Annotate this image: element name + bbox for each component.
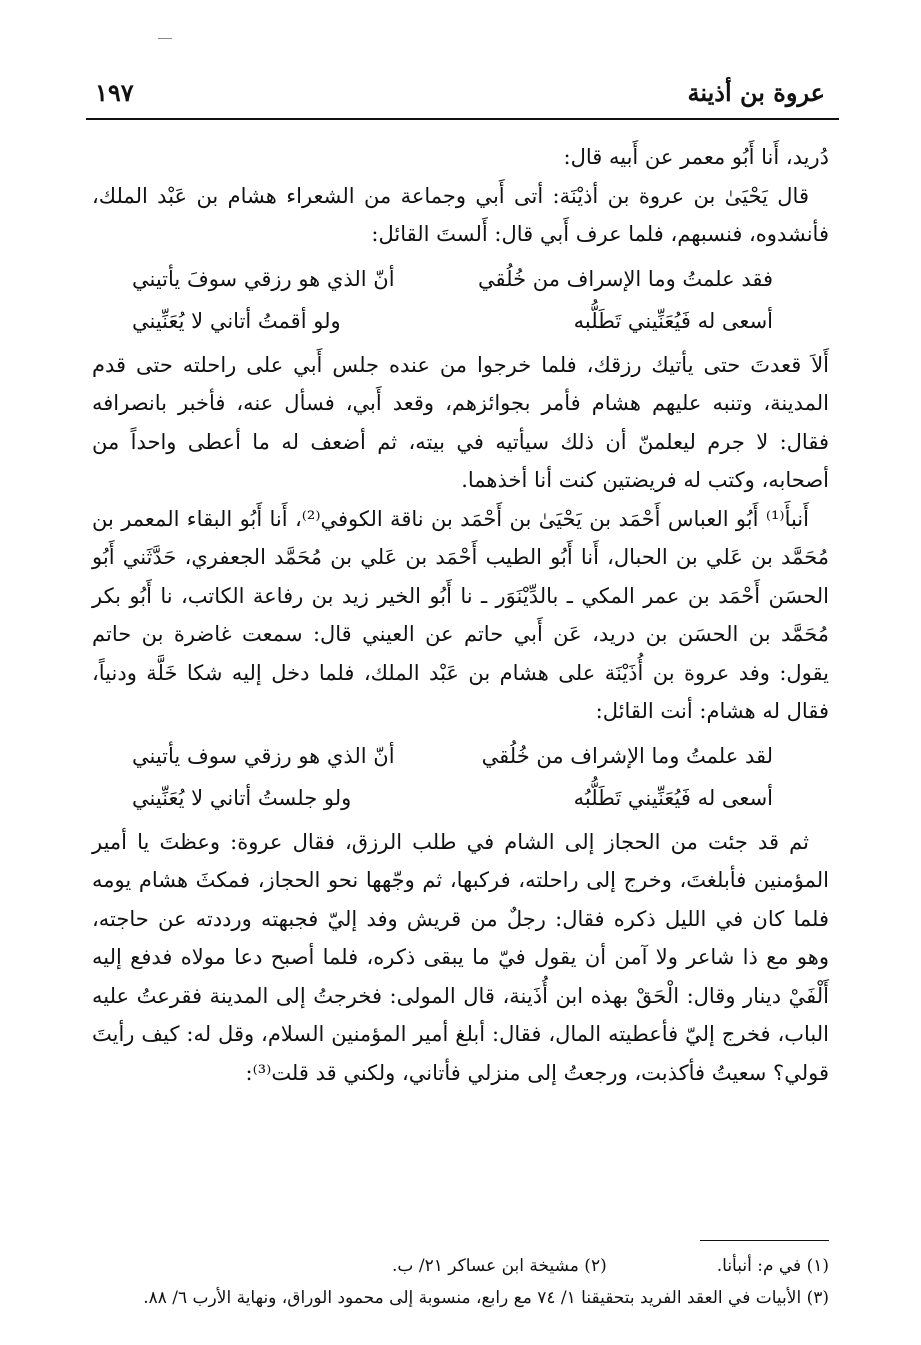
verse-line — [132, 777, 773, 819]
paragraph: قال يَحْيَىٰ بن عروة بن أذيْنَة: أتى أَبي وجماعة من الشعراء هشام بن عَبْد الملك، فأنشدوه، فنسبهم، فلما عرف أَبي قال: أَلستَ القائل: — [92, 183, 829, 246]
verse-first-hemistich: لقد علمتُ وما الإشراف من خُلُقي — [481, 743, 773, 768]
verse-second-hemistich: أنّ الذي هو رزقي سوف يأتيني — [132, 743, 395, 768]
paragraph: أَلاَ قعدتَ حتى يأتيك رزقك، فلما خرجوا من عنده جلس أَبي على راحلته حتى قدم المدينة، وتنبه عليهم هشام فأمر بجوائزهم، وقعد أَبي، فسأل عنه، فأخبر بانصرافه فقال: لا جرم ليعلمنّ أن ذلك سيأتيه في بيته، ثم أضعف له ما أعطى واحداً من أصحابه، وكتب له فريضتين كنت أنا أخذهما. — [92, 352, 829, 492]
main-text — [92, 138, 829, 1092]
verse-line — [132, 258, 773, 300]
paragraph: ثم قد جئت من الحجاز إلى الشام في طلب الرزق، فقال عروة: وعظتَ يا أمير المؤمنين فأبلغتَ، وخرج إلى راحلته، فركبها، ثم وجّهها نحو الحجاز، فمكثَ هشام يومه فلما كان في الليل ذكره فقال: رجلٌ من قريش وفد إليّ فجبهته ورددته عن حاجته، وهو مع ذا شاعر ولا آمن أن يقول فيّ ما يبقى ذكره، فلما أصبح دعا مولاه فدفع إليه أَلْفَيْ دينار وقال: الْحَقْ بهذه ابن أُذَينة، قال المولى: فخرجتُ إلى المدينة فقرعتُ عليه الباب، فخرج إليّ فأعطيته المال، فقال: أبلغ أمير المؤمنين السلام، وقل له: كيف رأيتَ قولي؟ سعيتُ فأكذبت، ورجعتُ إلى منزلي فأتاني، ولكني قد قلت⁽³⁾: — [92, 829, 829, 1085]
verse-first-hemistich: أسعى له فَيُعَنِّيني تَطَلُّبُه — [573, 785, 773, 810]
verse-line — [132, 300, 773, 342]
verse-line — [132, 735, 773, 777]
footnote-row — [92, 1282, 829, 1314]
page-number: ١٩٧ — [95, 78, 134, 107]
verse-first-hemistich: أسعى له فَيُعَنِّيني تَطَلُّبه — [573, 308, 773, 333]
running-header-title: عروة بن أذينة — [687, 78, 825, 107]
poem-block — [132, 735, 773, 819]
footnote-3: (٣) الأبيات في العقد الفريد بتحقيقنا ١/ ٧٤ مع رابع، منسوبة إلى محمود الوراق، ونهاية الأرب ٦/ ٨٨. — [143, 1288, 829, 1308]
scan-mark — [158, 38, 172, 39]
verse-first-hemistich: فقد علمتُ وما الإسراف من خُلُقي — [478, 266, 773, 291]
footnote-row — [92, 1250, 829, 1282]
footnote-rule — [700, 1240, 829, 1241]
footnotes — [92, 1250, 829, 1314]
verse-second-hemistich: أنّ الذي هو رزقي سوفَ يأتيني — [132, 266, 395, 291]
footnote-1: (١) في م: أنبأنا. — [716, 1256, 829, 1276]
header-rule — [86, 118, 839, 120]
paragraph: دُريد، أَنا أَبُو معمر عن أَبيه قال: — [563, 145, 829, 169]
footnote-2: (٢) مشيخة ابن عساكر ٢١/ ب. — [392, 1256, 607, 1276]
verse-second-hemistich: ولو جلستُ أتاني لا يُعَنِّيني — [132, 785, 352, 810]
paragraph: أَنبأَ⁽¹⁾ أَبُو العباس أَحْمَد بن يَحْيَىٰ بن أَحْمَد بن ناقة الكوفي⁽²⁾، أَنا أَبُو البقاء المعمر بن مُحَمَّد بن عَلي بن الحبال، أَنا أَبُو الطيب أَحْمَد بن عَلي بن مُحَمَّد الجعفري، حَدَّثَني أَبُو الحسَن أَحْمَد بن عمر المكي ـ بالدِّيْنَوَر ـ نا أَبُو الخير زيد بن رفاعة الكاتب، نا أَبُو بكر مُحَمَّد بن الحسَن بن دريد، عَن أَبي حاتم عن العيني قال: سمعت غاضرة بن حاتم يقول: وفد عروة بن أُذَيْنَة على هشام بن عَبْد الملك، فلما دخل إليه شكا خَلَّة ودنياً، فقال له هشام: أنت القائل: — [92, 506, 829, 723]
poem-block — [132, 258, 773, 342]
verse-second-hemistich: ولو أقمتُ أتاني لا يُعَنِّيني — [132, 308, 341, 333]
